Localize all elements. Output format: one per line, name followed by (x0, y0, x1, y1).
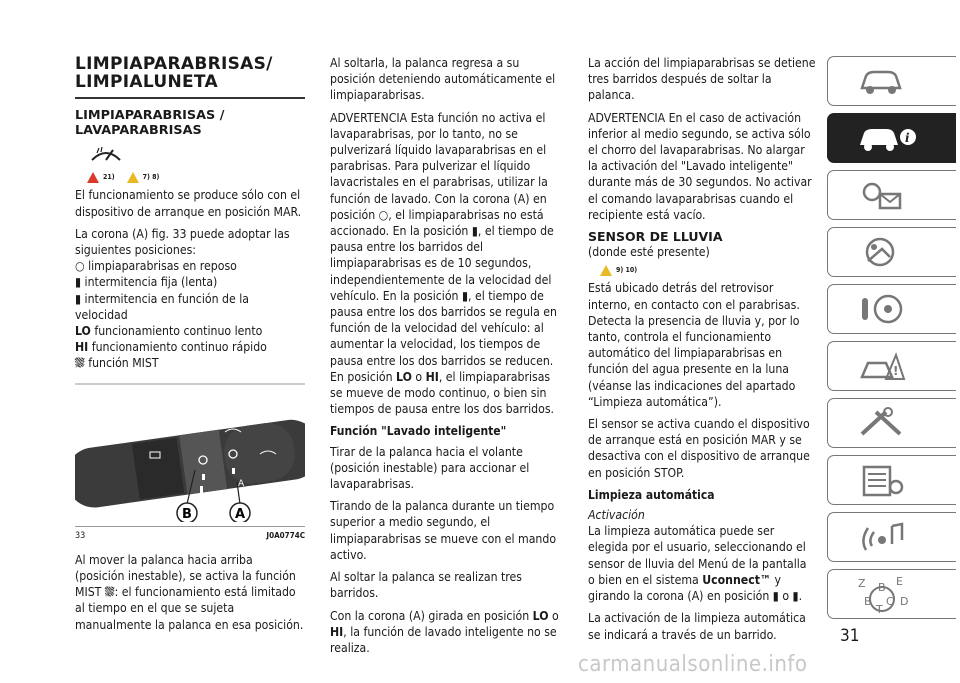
warning-refs: 21) 7) 8) (87, 169, 305, 185)
speed-intermittent-icon: ▮ (461, 288, 469, 303)
speed-intermittent-icon: ▮ (75, 291, 82, 306)
list-item: LO funcionamiento continuo lento (75, 324, 263, 339)
list-item: ▮ intermitencia en función de la velocidad (75, 291, 249, 322)
column-3 (588, 55, 816, 649)
subheading-italic: Activación (588, 508, 645, 523)
rain-note: (donde esté presente) (588, 245, 710, 260)
tab-multimedia[interactable] (827, 512, 956, 562)
off-circle-icon: ○ (75, 259, 85, 274)
figure-lever (75, 382, 305, 522)
figure-caption: 33 J0A0774C (75, 526, 305, 544)
paragraph: La acción del limpiaparabrisas se detiene tres barridos después de soltar la palanca. (588, 56, 816, 103)
paragraph: El funcionamiento se produce sólo con el dispositivo de arranque en posición MAR. (75, 188, 302, 219)
title-rule (75, 97, 305, 99)
tab-vehicle-overview[interactable] (827, 56, 956, 106)
paragraph: Tirar de la palanca hacia el volante (posición inestable) para accionar el lavaparabrisas. (330, 444, 530, 492)
intermittent-icon: ▮ (75, 275, 82, 290)
intermittent-icon: ▮ (772, 589, 779, 604)
paragraph: ADVERTENCIA Esta función no activa el lavaparabrisas, por lo tanto, no se pulverizará líquido lavaparabrisas en el parabrisas. Para pulverizar el líquido lavacristales en el parabrisas, utilizar la función de lavado. Con la corona (A) en posición ○, el limpiaparabrisas no está accionado. En la posición ▮, el tiempo de pausa entre los barridos del limpiaparabrisas es de 10 segundos, independientemente de la velocidad del vehículo. En la posición ▮, el tiempo de pausa entre los dos barridos se regula en función de la velocidad del vehículo: al aumentar la velocidad, los tiempos de pausa entre los dos barridos se reducen. En posición LO o HI, el limpiaparabrisas se mueve de modo continuo, o bien sin tiempos de pausa entre los dos barridos. (330, 110, 557, 417)
label-b: B (182, 506, 192, 522)
speed-intermittent-icon: ▮ (792, 589, 799, 604)
svg-text:i: i (905, 131, 910, 145)
paragraph: Está ubicado detrás del retrovisor interno, en contacto con el parabrisas. Detecta la presencia de lluvia y, por lo tanto, controla el funcionamiento automático del limpiaparabrisas en función del agua presente en la luna (véanse las indicaciones del apartado “Limpieza automática”). (588, 281, 800, 409)
column-2 (330, 55, 560, 662)
svg-text:A: A (238, 478, 245, 489)
svg-text:T: T (876, 603, 883, 615)
list-item: ⛆ función MIST (75, 356, 159, 371)
subheading: Función "Lavado inteligente" (330, 424, 507, 439)
svg-text:Z: Z (858, 577, 866, 590)
off-circle-icon: ○ (378, 207, 389, 222)
label-a: A (235, 506, 246, 522)
paragraph: Al soltar la palanca se realizan tres barridos. (330, 570, 523, 601)
list-item: ▮ intermitencia fija (lenta) (75, 275, 218, 290)
page-number: 31 (840, 626, 860, 646)
svg-text:B: B (878, 581, 886, 594)
paragraph: Tirando de la palanca durante un tiempo superior a medio segundo, el limpiaparabrisas se mueve con el mando activo. (330, 499, 557, 562)
caution-triangle-icon (127, 172, 139, 183)
paragraph: ADVERTENCIA En el caso de activación inferior al medio segundo, se activa sólo el chorro del lavaparabrisas. No alargar la activación del "Lavado inteligente" durante más de 30 segundos. No activar el comando lavaparabrisas cuando el recipiente está vacío. (588, 110, 812, 222)
tab-emergency[interactable] (827, 341, 956, 391)
svg-text:C: C (886, 595, 894, 608)
mist-icon: ⛆ (75, 356, 85, 371)
intermittent-icon: ▮ (471, 224, 478, 239)
list-item: HI funcionamiento continuo rápido (75, 340, 267, 355)
svg-text:E: E (896, 575, 903, 588)
paragraph: La activación de la limpieza automática se indicará a través de un barrido. (588, 611, 806, 642)
tab-dashboard-lights[interactable] (827, 170, 956, 220)
tab-vehicle-info[interactable] (827, 113, 956, 163)
tab-index[interactable] (827, 569, 956, 619)
tab-maintenance[interactable] (827, 398, 956, 448)
rain-sensor-heading: SENSOR DE LLUVIA (588, 229, 723, 245)
danger-triangle-icon (87, 172, 99, 183)
warning-refs: 9) 10) (600, 262, 816, 278)
caution-triangle-icon (600, 265, 612, 276)
subheading: Limpieza automática (588, 487, 715, 502)
paragraph: La corona (A) fig. 33 puede adoptar las siguientes posiciones: (75, 226, 290, 258)
list-item: ○ limpiaparabrisas en reposo (75, 259, 237, 274)
tab-technical-data[interactable] (827, 455, 956, 505)
tab-safety[interactable] (827, 227, 956, 277)
paragraph: La limpieza automática puede ser elegida por el usuario, seleccionando el sensor de lluvia del Menú de la pantalla o bien en el sistema Uconnect™ y girando la corona (A) en posición ▮ o ▮. (588, 524, 807, 604)
section-title: LIMPIAPARABRISAS/ LIMPIALUNETA (75, 54, 273, 92)
position-list (75, 258, 305, 371)
paragraph: Al soltarla, la palanca regresa a su posición deteniendo automáticamente el limpiaparabrisas. (330, 56, 556, 103)
svg-text:D: D (900, 595, 909, 608)
column-1 (75, 55, 305, 639)
paragraph: El sensor se activa cuando el dispositivo de arranque está en posición MAR y se desactiva con el dispositivo de arranque en posición STOP. (588, 417, 810, 480)
washer-icon (89, 143, 305, 167)
watermark: carmanualsonline.info (578, 652, 808, 677)
paragraph: Al mover la palanca hacia arriba (posición inestable), se activa la función MIST ⛆: el funcionamiento está limitado al tiempo en el que se sujeta manualmente la palanca en esa posición. (75, 552, 304, 632)
paragraph: Con la corona (A) girada en posición LO o HI, la función de lavado inteligente no se realiza. (330, 608, 559, 655)
svg-text:!: ! (893, 364, 899, 378)
svg-text:B: B (864, 595, 872, 608)
tab-starting-driving[interactable] (827, 284, 956, 334)
mist-icon: ⛆ (104, 585, 115, 600)
subsection-title: LIMPIAPARABRISAS / LAVAPARABRISAS (75, 108, 225, 138)
